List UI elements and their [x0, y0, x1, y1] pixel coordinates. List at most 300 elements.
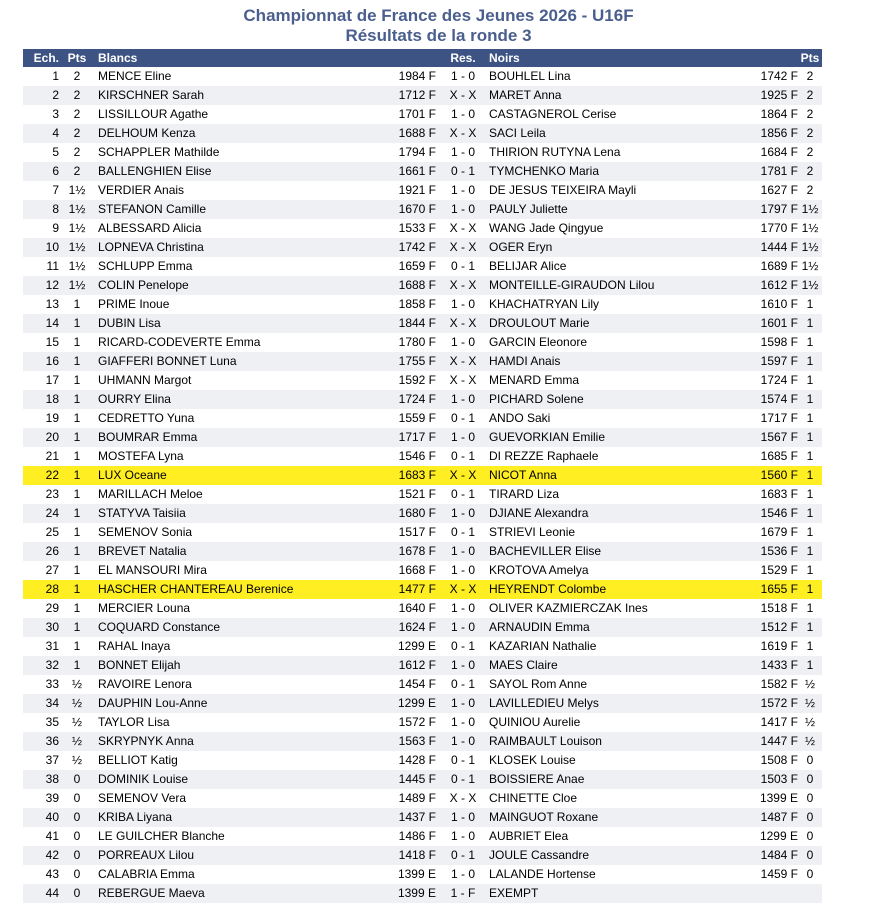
white-player: DELHOUM Kenza	[98, 126, 196, 140]
page-subtitle: Résultats de la ronde 3	[345, 26, 532, 45]
table-row	[23, 428, 822, 447]
black-rating: 1679 F	[760, 525, 798, 539]
result: 1 - 0	[450, 620, 475, 634]
table-row	[23, 67, 822, 86]
black-points: 1½	[801, 221, 819, 235]
black-points: ½	[804, 677, 815, 691]
white-points: 2	[73, 69, 81, 83]
result: 1 - 0	[450, 810, 475, 824]
white-points: 1	[73, 506, 81, 520]
header-white: Blancs	[98, 51, 138, 65]
black-player: PICHARD Solene	[489, 392, 584, 406]
white-rating: 1688 F	[398, 126, 436, 140]
white-rating: 1486 F	[398, 829, 436, 843]
black-rating: 1399 E	[759, 791, 798, 805]
result: X - X	[449, 582, 477, 596]
white-rating: 1428 F	[398, 753, 436, 767]
black-player: OGER Eryn	[489, 240, 553, 254]
black-player: HEYRENDT Colombe	[489, 582, 607, 596]
white-points: 0	[73, 772, 81, 786]
table-body	[23, 67, 822, 903]
table-row	[23, 694, 822, 713]
result: X - X	[449, 126, 477, 140]
black-rating: 1508 F	[760, 753, 798, 767]
white-player: BONNET Elijah	[98, 658, 181, 672]
white-rating: 1299 E	[397, 639, 436, 653]
result: 0 - 1	[450, 259, 475, 273]
board-number: 7	[52, 183, 59, 197]
white-rating: 1858 F	[398, 297, 436, 311]
white-rating: 1688 F	[398, 278, 436, 292]
white-points: 1	[73, 411, 81, 425]
black-points: 1	[806, 297, 814, 311]
black-rating: 1560 F	[760, 468, 798, 482]
white-player: ALBESSARD Alicia	[98, 221, 202, 235]
board-number: 38	[45, 772, 59, 786]
white-rating: 1780 F	[398, 335, 436, 349]
board-number: 24	[45, 506, 59, 520]
black-points: 1	[806, 487, 814, 501]
results-table	[23, 49, 822, 903]
table-row	[23, 276, 822, 295]
table-row	[23, 447, 822, 466]
black-player: MAES Claire	[489, 658, 558, 672]
white-points: 1	[73, 658, 81, 672]
black-rating: 1742 F	[760, 69, 798, 83]
white-points: 1	[73, 449, 81, 463]
black-points: 1½	[801, 259, 819, 273]
black-points	[798, 884, 822, 903]
table-row	[23, 637, 822, 656]
black-rating: 1582 F	[760, 677, 798, 691]
white-player: SCHAPPLER Mathilde	[98, 145, 220, 159]
header-ech: Ech.	[33, 51, 59, 65]
header-pts: Pts	[67, 51, 87, 65]
white-player: RAVOIRE Lenora	[98, 677, 192, 691]
white-rating: 1712 F	[398, 88, 436, 102]
white-rating: 1399 E	[397, 886, 436, 900]
result: 1 - 0	[450, 601, 475, 615]
black-player: KAZARIAN Nathalie	[489, 639, 597, 653]
table-row	[23, 371, 822, 390]
board-number: 33	[45, 677, 59, 691]
white-points: 1½	[68, 183, 86, 197]
white-rating: 1572 F	[398, 715, 436, 729]
result: 1 - 0	[450, 145, 475, 159]
table-row	[23, 827, 822, 846]
white-points: ½	[71, 715, 82, 729]
board-number: 27	[45, 563, 59, 577]
table-row	[23, 599, 822, 618]
black-player: DI REZZE Raphaele	[489, 449, 599, 463]
board-number: 12	[45, 278, 59, 292]
white-rating: 1668 F	[398, 563, 436, 577]
black-points: 1	[806, 506, 814, 520]
table-row	[23, 390, 822, 409]
black-points: 1	[806, 335, 814, 349]
board-number: 44	[45, 886, 59, 900]
board-number: 36	[45, 734, 59, 748]
black-player: AUBRIET Elea	[489, 829, 569, 843]
table-row	[23, 675, 822, 694]
board-number: 31	[45, 639, 59, 653]
result: X - X	[449, 221, 477, 235]
white-player: LUX Oceane	[98, 468, 167, 482]
white-rating: 1794 F	[398, 145, 436, 159]
table-row	[23, 314, 822, 333]
black-player: OLIVER KAZMIERCZAK Ines	[489, 601, 648, 615]
table-row	[23, 751, 822, 770]
black-player: SAYOL Rom Anne	[489, 677, 588, 691]
result: 0 - 1	[450, 848, 475, 862]
white-player: OURRY Elina	[98, 392, 171, 406]
white-rating: 1678 F	[398, 544, 436, 558]
black-rating: 1546 F	[760, 506, 798, 520]
black-player: MARET Anna	[489, 88, 562, 102]
white-rating: 1517 F	[398, 525, 436, 539]
result: 1 - 0	[450, 107, 475, 121]
white-points: 1	[73, 487, 81, 501]
white-player: RICARD-CODEVERTE Emma	[98, 335, 261, 349]
table-row	[23, 257, 822, 276]
black-player: THIRION RUTYNA Lena	[489, 145, 621, 159]
black-rating: 1433 F	[760, 658, 798, 672]
black-rating: 1627 F	[760, 183, 798, 197]
white-rating: 1521 F	[398, 487, 436, 501]
result: 1 - 0	[450, 544, 475, 558]
white-rating: 1624 F	[398, 620, 436, 634]
white-player: GIAFFERI BONNET Luna	[98, 354, 237, 368]
white-points: 1	[73, 620, 81, 634]
white-points: ½	[71, 696, 82, 710]
white-points: ½	[71, 677, 82, 691]
white-rating: 1559 F	[398, 411, 436, 425]
black-points: 0	[806, 791, 814, 805]
black-player: TYMCHENKO Maria	[489, 164, 600, 178]
white-points: 2	[73, 88, 81, 102]
board-number: 41	[45, 829, 59, 843]
board-number: 40	[45, 810, 59, 824]
white-points: 0	[73, 867, 81, 881]
black-points: 1½	[801, 202, 819, 216]
result: 1 - 0	[450, 202, 475, 216]
board-number: 15	[45, 335, 59, 349]
black-rating: 1925 F	[760, 88, 798, 102]
white-player: TAYLOR Lisa	[98, 715, 170, 729]
white-player: LE GUILCHER Blanche	[98, 829, 225, 843]
white-player: COQUARD Constance	[98, 620, 221, 634]
result: 0 - 1	[450, 772, 475, 786]
black-points: 1	[806, 411, 814, 425]
board-number: 6	[52, 164, 59, 178]
white-player: MENCE Eline	[98, 69, 172, 83]
white-points: 1	[73, 430, 81, 444]
result: 1 - 0	[450, 506, 475, 520]
black-player: KROTOVA Amelya	[489, 563, 589, 577]
board-number: 26	[45, 544, 59, 558]
black-rating: 1597 F	[760, 354, 798, 368]
result: X - X	[449, 468, 477, 482]
result: 1 - 0	[450, 867, 475, 881]
black-player: ARNAUDIN Emma	[489, 620, 590, 634]
black-rating: 1572 F	[760, 696, 798, 710]
result: 0 - 1	[450, 164, 475, 178]
black-player: BOISSIERE Anae	[489, 772, 585, 786]
white-rating: 1724 F	[398, 392, 436, 406]
white-rating: 1592 F	[398, 373, 436, 387]
table-row	[23, 181, 822, 200]
black-player: LALANDE Hortense	[489, 867, 596, 881]
white-points: 1½	[68, 278, 86, 292]
table-row	[23, 580, 822, 599]
black-points: 1	[806, 563, 814, 577]
result: X - X	[449, 354, 477, 368]
white-rating: 1984 F	[398, 69, 436, 83]
white-points: 0	[73, 848, 81, 862]
white-player: DAUPHIN Lou-Anne	[98, 696, 208, 710]
white-points: 1	[73, 563, 81, 577]
white-player: SKRYPNYK Anna	[98, 734, 194, 748]
table-row	[23, 789, 822, 808]
white-rating: 1717 F	[398, 430, 436, 444]
header-res: Res.	[450, 51, 476, 65]
white-player: CEDRETTO Yuna	[98, 411, 195, 425]
white-points: 1	[73, 639, 81, 653]
table-row	[23, 846, 822, 865]
white-rating: 1661 F	[398, 164, 436, 178]
board-number: 20	[45, 430, 59, 444]
table-row	[23, 656, 822, 675]
white-points: 0	[73, 829, 81, 843]
board-number: 43	[45, 867, 59, 881]
black-points: ½	[804, 696, 815, 710]
header-black: Noirs	[489, 51, 520, 65]
black-player: GUEVORKIAN Emilie	[489, 430, 606, 444]
table-row	[23, 618, 822, 637]
board-number: 16	[45, 354, 59, 368]
table-row	[23, 200, 822, 219]
white-player: RAHAL Inaya	[98, 639, 171, 653]
black-player: DJIANE Alexandra	[489, 506, 589, 520]
white-rating: 1454 F	[398, 677, 436, 691]
result: 1 - 0	[450, 829, 475, 843]
white-player: PRIME Inoue	[98, 297, 170, 311]
table-header-row	[23, 49, 822, 67]
white-rating: 1477 F	[398, 582, 436, 596]
black-rating: 1459 F	[760, 867, 798, 881]
white-player: KIRSCHNER Sarah	[98, 88, 205, 102]
black-player: ANDO Saki	[489, 411, 551, 425]
white-rating: 1742 F	[398, 240, 436, 254]
white-rating: 1445 F	[398, 772, 436, 786]
black-points: 0	[806, 867, 814, 881]
black-rating: 1417 F	[760, 715, 798, 729]
board-number: 4	[52, 126, 59, 140]
white-points: 1	[73, 544, 81, 558]
black-player: CASTAGNEROL Cerise	[489, 107, 617, 121]
board-number: 18	[45, 392, 59, 406]
result: 1 - 0	[450, 297, 475, 311]
black-player: MONTEILLE-GIRAUDON Lilou	[489, 278, 655, 292]
result: X - X	[449, 316, 477, 330]
black-rating: 1484 F	[760, 848, 798, 862]
black-points: 2	[806, 107, 814, 121]
white-points: 0	[73, 791, 81, 805]
result: 0 - 1	[450, 411, 475, 425]
black-rating: 1683 F	[760, 487, 798, 501]
black-rating: 1856 F	[760, 126, 798, 140]
black-points: 2	[806, 69, 814, 83]
black-rating: 1299 E	[759, 829, 798, 843]
black-points: 1	[806, 468, 814, 482]
black-rating: 1512 F	[760, 620, 798, 634]
white-points: 1	[73, 582, 81, 596]
white-points: 1	[73, 316, 81, 330]
black-points: 0	[806, 829, 814, 843]
board-number: 14	[45, 316, 59, 330]
white-player: COLIN Penelope	[98, 278, 189, 292]
result: 0 - 1	[450, 677, 475, 691]
black-player: BACHEVILLER Elise	[489, 544, 602, 558]
white-points: 1	[73, 392, 81, 406]
white-player: SCHLUPP Emma	[98, 259, 193, 273]
black-player: NICOT Anna	[489, 468, 557, 482]
white-points: 1	[73, 297, 81, 311]
board-number: 35	[45, 715, 59, 729]
result: 1 - 0	[450, 715, 475, 729]
black-points: 1	[806, 316, 814, 330]
black-rating: 1518 F	[760, 601, 798, 615]
table-row	[23, 808, 822, 827]
result: 0 - 1	[450, 753, 475, 767]
table-row	[23, 542, 822, 561]
black-player: DE JESUS TEIXEIRA Mayli	[489, 183, 637, 197]
white-player: LOPNEVA Christina	[98, 240, 204, 254]
table-row	[23, 352, 822, 371]
white-player: REBERGUE Maeva	[98, 886, 205, 900]
black-rating: 1797 F	[760, 202, 798, 216]
board-number: 42	[45, 848, 59, 862]
white-points: 2	[73, 126, 81, 140]
white-points: 1	[73, 335, 81, 349]
black-player: CHINETTE Cloe	[489, 791, 578, 805]
white-rating: 1533 F	[398, 221, 436, 235]
black-rating: 1567 F	[760, 430, 798, 444]
white-player: BREVET Natalia	[98, 544, 187, 558]
black-player: RAIMBAULT Louison	[489, 734, 602, 748]
result: 1 - 0	[450, 392, 475, 406]
board-number: 8	[52, 202, 59, 216]
board-number: 29	[45, 601, 59, 615]
board-number: 5	[52, 145, 59, 159]
white-points: 1½	[68, 202, 86, 216]
page-title: Championnat de France des Jeunes 2026 - U16F	[243, 6, 634, 25]
table-row	[23, 333, 822, 352]
table-row	[23, 105, 822, 124]
page-header	[0, 6, 877, 46]
black-player: WANG Jade Qingyue	[489, 221, 604, 235]
black-player: KLOSEK Louise	[489, 753, 576, 767]
white-points: ½	[71, 734, 82, 748]
white-points: 1½	[68, 240, 86, 254]
white-points: 1	[73, 373, 81, 387]
black-rating: 1598 F	[760, 335, 798, 349]
white-points: 0	[73, 886, 81, 900]
black-player: SACI Leila	[489, 126, 546, 140]
white-rating: 1299 E	[397, 696, 436, 710]
black-rating: 1487 F	[760, 810, 798, 824]
board-number: 2	[52, 88, 59, 102]
table-row	[23, 295, 822, 314]
table-row	[23, 219, 822, 238]
result: 1 - 0	[450, 563, 475, 577]
white-points: 1	[73, 525, 81, 539]
white-player: BOUMRAR Emma	[98, 430, 198, 444]
white-points: 2	[73, 145, 81, 159]
black-points: 0	[806, 772, 814, 786]
black-player: STRIEVI Leonie	[489, 525, 576, 539]
board-number: 28	[45, 582, 59, 596]
white-player: LISSILLOUR Agathe	[98, 107, 209, 121]
white-player: SEMENOV Vera	[98, 791, 187, 805]
result: 0 - 1	[450, 525, 475, 539]
board-number: 22	[45, 468, 59, 482]
board-number: 3	[52, 107, 59, 121]
table-row	[23, 884, 822, 903]
black-player: EXEMPT	[489, 886, 539, 900]
board-number: 39	[45, 791, 59, 805]
result: X - X	[449, 373, 477, 387]
board-number: 9	[52, 221, 59, 235]
table-row	[23, 86, 822, 105]
black-player: DROULOUT Marie	[489, 316, 590, 330]
white-player: MARILLACH Meloe	[98, 487, 203, 501]
table-row	[23, 162, 822, 181]
white-points: 1	[73, 601, 81, 615]
board-number: 21	[45, 449, 59, 463]
black-points: 0	[806, 810, 814, 824]
black-player: QUINIOU Aurelie	[489, 715, 581, 729]
black-rating: 1447 F	[760, 734, 798, 748]
result: 0 - 1	[450, 487, 475, 501]
result: 0 - 1	[450, 449, 475, 463]
black-rating: 1684 F	[760, 145, 798, 159]
black-rating: 1781 F	[760, 164, 798, 178]
white-rating: 1701 F	[398, 107, 436, 121]
result: 1 - F	[450, 886, 476, 900]
white-points: 1	[73, 468, 81, 482]
board-number: 30	[45, 620, 59, 634]
black-player: KHACHATRYAN Lily	[489, 297, 600, 311]
white-player: STATYVA Taisiia	[98, 506, 186, 520]
black-rating: 1536 F	[760, 544, 798, 558]
black-points: 2	[806, 183, 814, 197]
black-points: 1	[806, 620, 814, 634]
white-player: DUBIN Lisa	[98, 316, 161, 330]
result: 1 - 0	[450, 658, 475, 672]
result: 1 - 0	[450, 430, 475, 444]
white-player: EL MANSOURI Mira	[98, 563, 207, 577]
black-rating: 1612 F	[760, 278, 798, 292]
black-player: HAMDI Anais	[489, 354, 561, 368]
table-row	[23, 561, 822, 580]
white-player: DOMINIK Louise	[98, 772, 189, 786]
black-rating: 1574 F	[760, 392, 798, 406]
white-rating: 1659 F	[398, 259, 436, 273]
white-rating: 1437 F	[398, 810, 436, 824]
header-black-pts: Pts	[800, 51, 820, 65]
black-points: 1	[806, 354, 814, 368]
